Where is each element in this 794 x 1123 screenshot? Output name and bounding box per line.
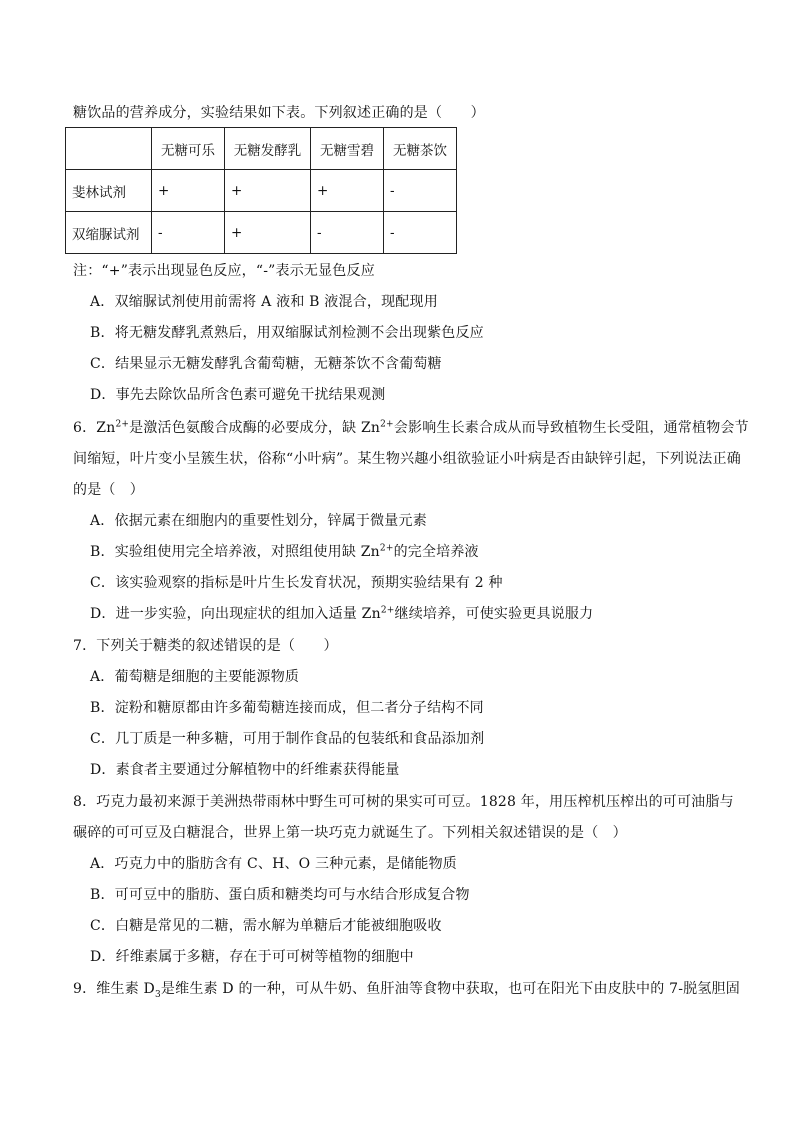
table-row xyxy=(66,170,457,212)
q5-option-d: D．事先去除饮品所含色素可避免干扰结果观测 xyxy=(90,387,386,403)
q8-option-d: D．纤维素属于多糖，存在于可可树等植物的细胞中 xyxy=(90,949,414,965)
q6-stem-text: 是激活色氨酸合成酶的必要成分，缺 Zn xyxy=(129,420,381,436)
table-cell: - xyxy=(384,170,457,212)
table-cell: - xyxy=(152,212,225,254)
superscript: 2+ xyxy=(379,543,394,554)
q6-stem-line-2: 间缩短，叶片变小呈簇生状，俗称“小叶病”。某生物兴趣小组欲验证小叶病是否由缺锌引起，下列说法正确 xyxy=(73,451,741,467)
q5-option-c: C．结果显示无糖发酵乳含葡萄糖，无糖茶饮不含葡萄糖 xyxy=(90,356,442,372)
q6-stem-line-3: 的是（ ） xyxy=(73,482,144,498)
q5-option-a: A．双缩脲试剂使用前需将 A 液和 B 液混合，现配现用 xyxy=(90,294,438,310)
q9-stem-text: 是维生素 D 的一种，可从牛奶、鱼肝油等食物中获取，也可在阳光下由皮肤中的 7-脱氢胆固 xyxy=(160,981,740,997)
table-header-cell: 无糖雪碧 xyxy=(311,128,384,170)
q6-option-d xyxy=(90,604,593,624)
table-cell: + xyxy=(225,212,311,254)
subscript: 3 xyxy=(154,989,161,1000)
q6-option-b-text: 的完全培养液 xyxy=(393,544,479,560)
table-cell: 双缩脲试剂 xyxy=(66,212,152,254)
q8-stem-line-2: 碾碎的可可豆及白糖混合，世界上第一块巧克力就诞生了。下列相关叙述错误的是（ ） xyxy=(73,825,627,841)
q8-option-b: B．可可豆中的脂肪、蛋白质和糖类均可与水结合形成复合物 xyxy=(90,887,470,903)
table-header-cell: 无糖可乐 xyxy=(152,128,225,170)
table-header-cell xyxy=(66,128,152,170)
superscript: 2+ xyxy=(380,605,395,616)
q6-option-d-text: 继续培养，可使实验更具说服力 xyxy=(394,606,594,622)
q6-stem-text: 会影响生长素合成从而导致植物生长受阻，通常植物会节 xyxy=(393,420,749,436)
table-header-cell: 无糖发酵乳 xyxy=(225,128,311,170)
q7-stem: 7．下列关于糖类的叙述错误的是（ ） xyxy=(73,638,338,654)
q8-option-a: A．巧克力中的脂肪含有 C、H、O 三种元素，是储能物质 xyxy=(90,856,458,872)
table-cell: + xyxy=(225,170,311,212)
superscript: 2+ xyxy=(380,419,394,430)
q6-option-d-text: D．进一步实验，向出现症状的组加入适量 Zn xyxy=(90,606,381,622)
question-5-intro: 糖饮品的营养成分，实验结果如下表。下列叙述正确的是（ ） xyxy=(73,105,485,121)
table-cell: + xyxy=(311,170,384,212)
q6-option-b xyxy=(90,542,479,562)
q6-stem-line-1 xyxy=(73,418,749,438)
q9-stem-text: 9．维生素 D xyxy=(73,981,155,997)
q6-stem-text: 6．Zn xyxy=(73,420,116,436)
q9-stem-line-1 xyxy=(73,979,740,999)
superscript: 2+ xyxy=(115,419,130,430)
q7-option-b: B．淀粉和糖原都由许多葡萄糖连接而成，但二者分子结构不同 xyxy=(90,700,484,716)
table-note: 注：“+”表示出现显色反应，“-”表示无显色反应 xyxy=(73,263,375,279)
table-cell: - xyxy=(384,212,457,254)
table-cell: - xyxy=(311,212,384,254)
table-header-cell: 无糖茶饮 xyxy=(384,128,457,170)
q7-option-d: D．素食者主要通过分解植物中的纤维素获得能量 xyxy=(90,762,400,778)
q6-option-b-text: B．实验组使用完全培养液，对照组使用缺 Zn xyxy=(90,544,380,560)
table-row xyxy=(66,212,457,254)
q6-option-a: A．依据元素在细胞内的重要性划分，锌属于微量元素 xyxy=(90,513,427,529)
table-cell: + xyxy=(152,170,225,212)
table-header-row xyxy=(66,128,457,170)
result-table xyxy=(65,127,457,254)
table-cell: 斐林试剂 xyxy=(66,170,152,212)
q8-stem-line-1: 8．巧克力最初来源于美洲热带雨林中野生可可树的果实可可豆。1828 年，用压榨机压榨出的可可油脂与 xyxy=(73,794,734,810)
q5-option-b: B．将无糖发酵乳煮熟后，用双缩脲试剂检测不会出现紫色反应 xyxy=(90,325,484,341)
q7-option-a: A．葡萄糖是细胞的主要能源物质 xyxy=(90,669,300,685)
q6-option-c: C．该实验观察的指标是叶片生长发育状况，预期实验结果有 2 种 xyxy=(90,575,503,591)
q7-option-c: C．几丁质是一种多糖，可用于制作食品的包装纸和食品添加剂 xyxy=(90,731,485,747)
q8-option-c: C．白糖是常见的二糖，需水解为单糖后才能被细胞吸收 xyxy=(90,918,442,934)
